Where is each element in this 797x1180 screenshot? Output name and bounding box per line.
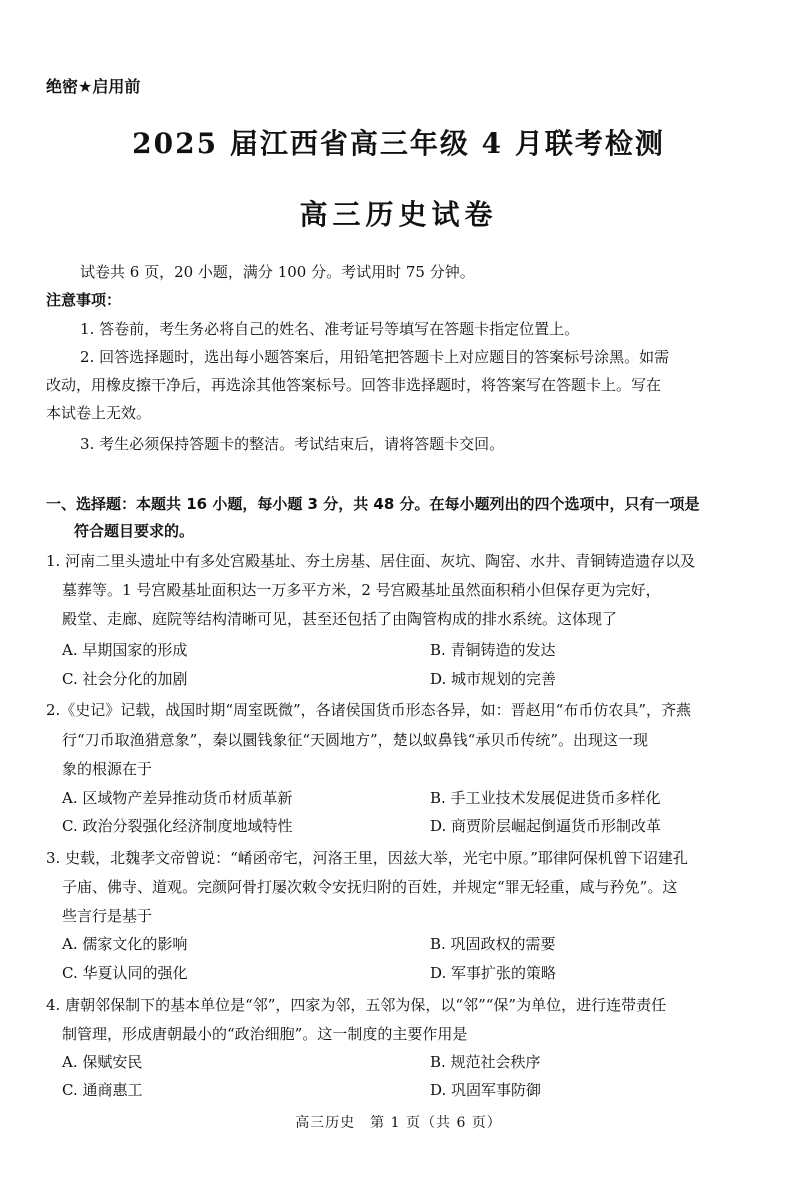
section-heading-line-2: 符合题目要求的。: [74, 522, 195, 540]
question-1-line-2: 墓葬等。1 号宫殿基址面积达一万多平方米，2 号宫殿基址虽然面积稍小但保存更为完好，: [62, 581, 661, 599]
question-3-line-3: 些言行是基于: [62, 907, 153, 925]
page-footer: 高三历史 第 1 页（共 6 页）: [295, 1115, 502, 1131]
question-2-option-c[interactable]: C. 政治分裂强化经济制度地域特性: [62, 817, 293, 835]
question-4-option-c[interactable]: C. 通商惠工: [62, 1081, 143, 1099]
notice-item-2-line-1: 2. 回答选择题时，选出每小题答案后，用铅笔把答题卡上对应题目的答案标号涂黑。如需: [80, 348, 670, 366]
question-1-line-1: 1. 河南二里头遗址中有多处宫殿基址、夯土房基、居住面、灰坑、陶窑、水井、青铜铸造遗存以及: [46, 552, 696, 570]
question-3-option-c[interactable]: C. 华夏认同的强化: [62, 964, 188, 982]
paper-subtitle: 高三历史试卷: [299, 198, 498, 231]
notice-heading: 注意事项：: [46, 291, 122, 309]
notice-item-2-line-3: 本试卷上无效。: [46, 404, 152, 422]
question-1-line-3: 殿堂、走廊、庭院等结构清晰可见，甚至还包括了由陶管构成的排水系统。这体现了: [62, 610, 618, 628]
exam-title: 2025 届江西省高三年级 4 月联考检测: [132, 127, 665, 160]
secret-label: 绝密★启用前: [46, 77, 141, 96]
question-1-option-b[interactable]: B. 青铜铸造的发达: [430, 641, 556, 659]
question-3-line-2: 子庙、佛寺、道观。完颜阿骨打屡次敕令安抚归附的百姓，并规定“罪无轻重，咸与矜免”。这: [62, 878, 678, 896]
notice-item-2-line-2: 改动，用橡皮擦干净后，再选涂其他答案标号。回答非选择题时，将答案写在答题卡上。写在: [46, 376, 662, 394]
question-3-option-a[interactable]: A. 儒家文化的影响: [62, 935, 188, 953]
question-2-line-3: 象的根源在于: [62, 760, 153, 778]
question-4-option-d[interactable]: D. 巩固军事防御: [430, 1081, 542, 1099]
question-4-option-a[interactable]: A. 保赋安民: [62, 1053, 143, 1071]
question-2-option-a[interactable]: A. 区域物产差异推动货币材质革新: [62, 789, 293, 807]
intro-text: 试卷共 6 页，20 小题，满分 100 分。考试用时 75 分钟。: [80, 263, 475, 281]
question-4-line-1: 4. 唐朝邻保制下的基本单位是“邻”，四家为邻，五邻为保，以“邻”“保”为单位，进行连带责任: [46, 996, 667, 1014]
question-1-option-c[interactable]: C. 社会分化的加剧: [62, 670, 188, 688]
question-4-line-2: 制管理，形成唐朝最小的“政治细胞”。这一制度的主要作用是: [62, 1025, 468, 1043]
question-3-option-b[interactable]: B. 巩固政权的需要: [430, 935, 556, 953]
question-2-line-2: 行“刀币取渔猎意象”，秦以圜钱象征“天圆地方”，楚以蚁鼻钱“承贝币传统”。出现这一现: [62, 731, 649, 749]
section-heading-line-1: 一、选择题：本题共 16 小题，每小题 3 分，共 48 分。在每小题列出的四个选项中，只有一项是: [46, 495, 700, 513]
notice-item-1: 1. 答卷前，考生务必将自己的姓名、准考证号等填写在答题卡指定位置上。: [80, 320, 580, 338]
question-1-option-d[interactable]: D. 城市规划的完善: [430, 670, 557, 688]
question-3-option-d[interactable]: D. 军事扩张的策略: [430, 964, 557, 982]
notice-item-3: 3. 考生必须保持答题卡的整洁。考试结束后，请将答题卡交回。: [80, 435, 505, 453]
question-2-option-b[interactable]: B. 手工业技术发展促进货币多样化: [430, 789, 661, 807]
question-2-option-d[interactable]: D. 商贾阶层崛起倒逼货币形制改革: [430, 817, 662, 835]
question-4-option-b[interactable]: B. 规范社会秩序: [430, 1053, 541, 1071]
question-3-line-1: 3. 史载，北魏孝文帝曾说：“崤函帝宅，河洛王里，因兹大举，光宅中原。”耶律阿保机曾下诏建孔: [46, 849, 688, 867]
question-1-option-a[interactable]: A. 早期国家的形成: [62, 641, 188, 659]
question-2-line-1: 2.《史记》记载，战国时期“周室既微”，各诸侯国货币形态各异，如：晋赵用“布币仿农具”，齐燕: [46, 701, 691, 719]
